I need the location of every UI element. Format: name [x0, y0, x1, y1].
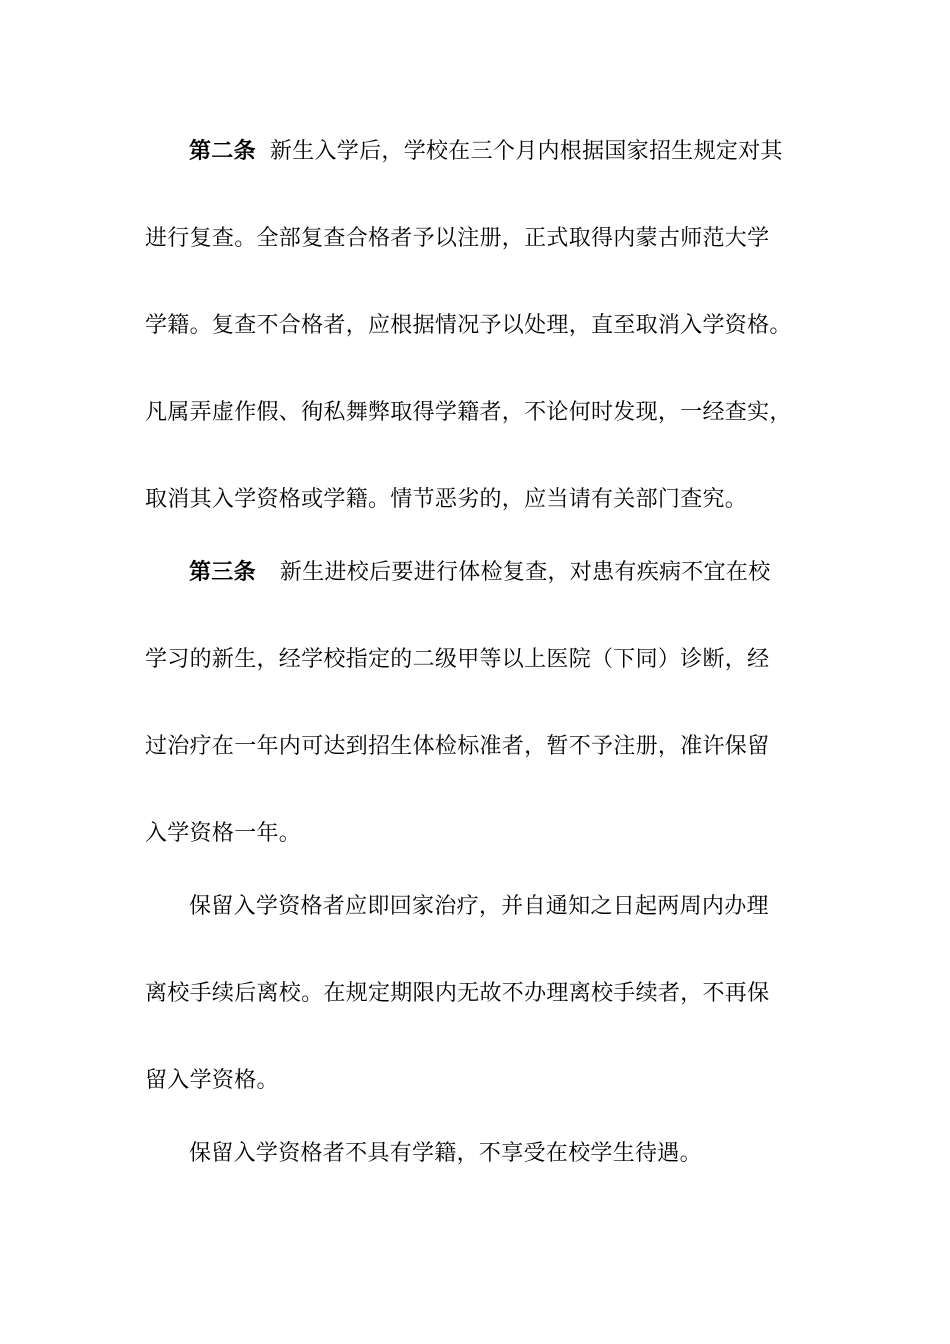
article-2-line-4: 凡属弄虚作假、徇私舞弊取得学籍者，不论何时发现，一经查实， — [145, 400, 792, 425]
article-2-heading: 第二条 — [189, 139, 256, 164]
article-2-line-3: 学籍。复查不合格者，应根据情况予以处理，直至取消入学资格。 — [145, 313, 792, 338]
reserve-paragraph-line-3: 留入学资格。 — [145, 1068, 279, 1093]
reserve-paragraph-line-1: 保留入学资格者应即回家治疗，并自通知之日起两周内办理 — [189, 894, 769, 919]
article-2-line-1 — [189, 137, 783, 167]
article-2-text-1: 新生入学后，学校在三个月内根据国家招生规定对其 — [269, 139, 783, 164]
article-3-line-3: 过治疗在一年内可达到招生体检标准者，暂不予注册，准许保留 — [145, 734, 770, 759]
article-3-line-2: 学习的新生，经学校指定的二级甲等以上医院（下同）诊断，经 — [145, 647, 770, 672]
article-2-line-2: 进行复查。全部复查合格者予以注册，正式取得内蒙古师范大学 — [145, 226, 770, 251]
article-3-heading: 第三条 — [189, 560, 256, 585]
article-3-text-1: 新生进校后要进行体检复查，对患有疾病不宜在校 — [279, 560, 771, 585]
article-3-line-1 — [189, 558, 771, 588]
status-paragraph-line-1: 保留入学资格者不具有学籍，不享受在校学生待遇。 — [189, 1141, 702, 1166]
article-3-line-4: 入学资格一年。 — [145, 821, 302, 846]
reserve-paragraph-line-2: 离校手续后离校。在规定期限内无故不办理离校手续者，不再保 — [145, 981, 770, 1006]
article-2-line-5: 取消其入学资格或学籍。情节恶劣的，应当请有关部门查究。 — [145, 487, 748, 512]
